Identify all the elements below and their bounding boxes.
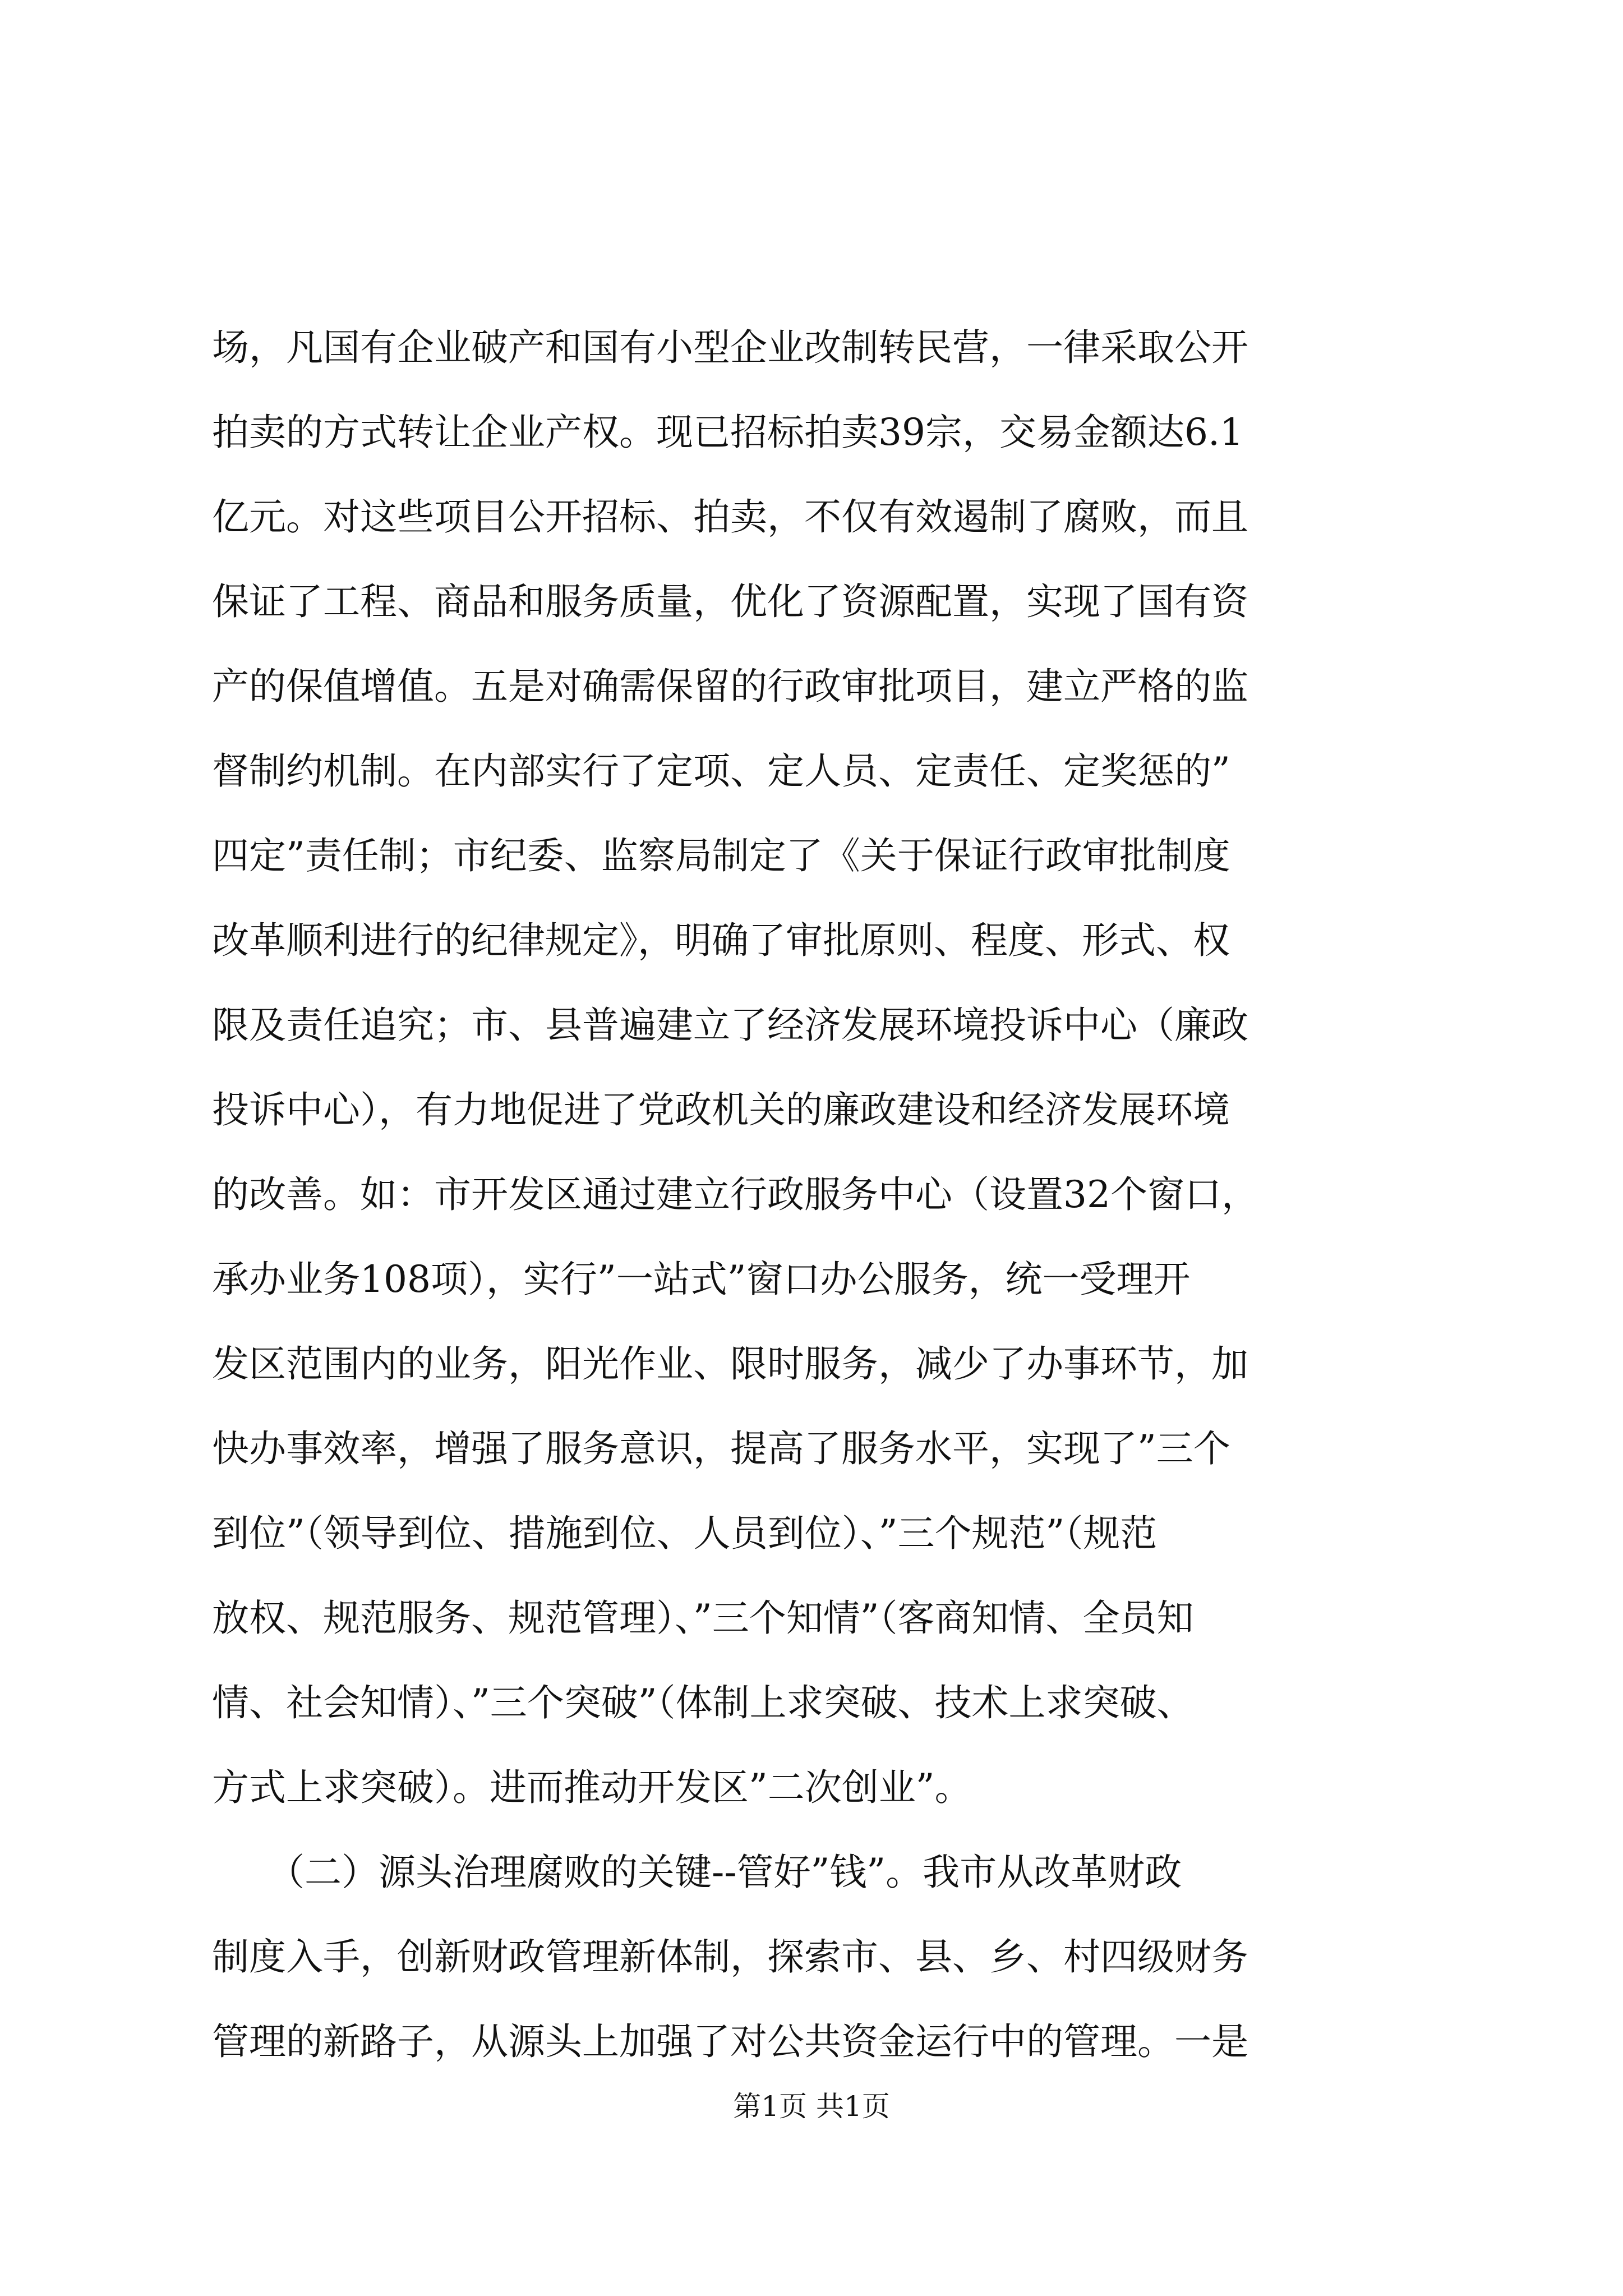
text-line: 限及责任追究；市、县普遍建立了经济发展环境投诉中心（廉政 bbox=[212, 1004, 1248, 1047]
text-line: 方式上求突破）。进而推动开发区”二次创业”。 bbox=[212, 1766, 972, 1809]
text-line: （二）源头治理腐败的关键--管好”钱”。我市从改革财政 bbox=[212, 1851, 1182, 1894]
text-line: 的改善。如：市开发区通过建立行政服务中心（设置32个窗口， bbox=[212, 1173, 1258, 1216]
text-line: 承办业务108项），实行”一站式”窗口办公服务，统一受理开 bbox=[212, 1258, 1191, 1301]
body-text bbox=[212, 305, 1435, 2084]
text-line: 拍卖的方式转让企业产权。现已招标拍卖39宗，交易金额达6.1 bbox=[212, 411, 1243, 454]
page-footer: 第1页 共1页 bbox=[733, 2090, 890, 2123]
text-line: 管理的新路子，从源头上加强了对公共资金运行中的管理。一是 bbox=[212, 2020, 1248, 2063]
text-line: 改革顺利进行的纪律规定》，明确了审批原则、程度、形式、权 bbox=[212, 919, 1230, 962]
text-line: 放权、规范服务、规范管理）、”三个知情”（客商知情、全员知 bbox=[212, 1596, 1194, 1640]
text-line: 督制约机制。在内部实行了定项、定人员、定责任、定奖惩的” bbox=[212, 749, 1230, 793]
text-line: 投诉中心），有力地促进了党政机关的廉政建设和经济发展环境 bbox=[212, 1088, 1230, 1131]
text-line: 快办事效率，增强了服务意识，提高了服务水平，实现了”三个 bbox=[212, 1427, 1230, 1470]
text-line: 产的保值增值。五是对确需保留的行政审批项目，建立严格的监 bbox=[212, 665, 1248, 708]
text-line: 保证了工程、商品和服务质量，优化了资源配置，实现了国有资 bbox=[212, 580, 1248, 623]
text-line: 亿元。对这些项目公开招标、拍卖，不仅有效遏制了腐败，而且 bbox=[212, 495, 1248, 539]
text-line: 制度入手，创新财政管理新体制，探索市、县、乡、村四级财务 bbox=[212, 1935, 1248, 1978]
text-line: 场，凡国有企业破产和国有小型企业改制转民营，一律采取公开 bbox=[212, 326, 1248, 369]
text-line: 发区范围内的业务，阳光作业、限时服务，减少了办事环节，加 bbox=[212, 1342, 1248, 1386]
text-line: 到位”（领导到位、措施到位、人员到位）、”三个规范”（规范 bbox=[212, 1512, 1158, 1555]
text-line: 情、社会知情）、”三个突破”（体制上求突破、技术上求突破、 bbox=[212, 1681, 1194, 1724]
text-line: 四定”责任制；市纪委、监察局制定了《关于保证行政审批制度 bbox=[212, 834, 1230, 877]
